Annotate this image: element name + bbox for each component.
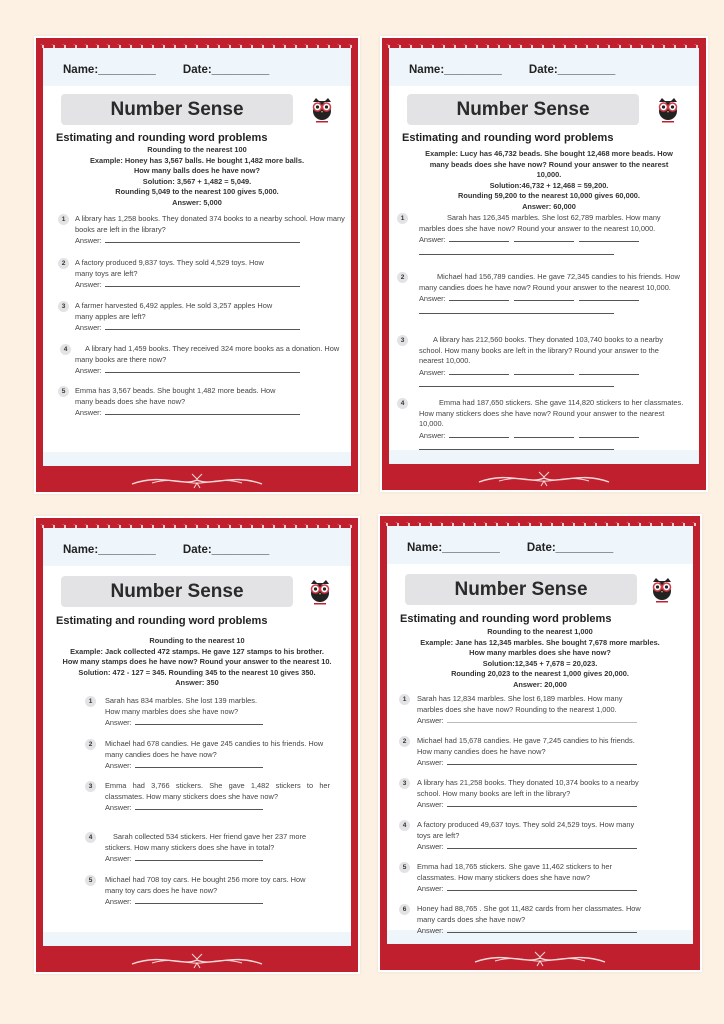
worksheet-body [43,528,351,946]
answer-field[interactable]: Answer: [417,841,649,853]
answer-field[interactable]: Answer: [419,293,685,305]
question-number-badge: 4 [399,820,410,831]
worksheet-rounding-100 [34,36,360,494]
worksheet-body [387,526,693,944]
flourish-ornament [122,471,272,489]
question-5: 5 Emma has 3,567 beads. She bought 1,482 more beads. How many beads does she have now? Answer: [75,386,347,419]
answer-field[interactable]: Answer: [419,367,685,379]
question-number-badge: 5 [399,862,410,873]
question-number-badge: 1 [85,696,96,707]
name-date-row [409,64,615,76]
worksheet-rounding-10 [34,516,360,974]
scalloped-border [36,518,358,528]
question-3: 3 A farmer harvested 6,492 apples. He sold 3,257 apples How many apples are left? Answer: [75,301,347,334]
date-field[interactable]: Date:_________ [182,544,270,556]
question-2: 2 Michael had 15,678 candies. He gave 7,245 candies to his friends. How many candies does he have now? Answer: [417,736,649,769]
owl-with-glasses-icon [655,96,681,124]
answer-field[interactable]: Answer: [75,235,347,247]
answer-field[interactable]: Answer: [417,715,649,727]
question-number-badge: 2 [399,736,410,747]
red-frame [382,38,706,490]
question-number-badge: 4 [85,832,96,843]
name-field[interactable]: Name:_________ [407,542,500,554]
name-date-row [63,64,269,76]
flourish-ornament [469,469,619,487]
question-number-badge: 3 [58,301,69,312]
question-4: 4 Emma had 187,650 stickers. She gave 114,820 stickers to her classmates. How many stickers does she have now? Round your answer to the nearest 10,000. Answer: [419,398,687,450]
answer-field[interactable]: Answer: [417,925,649,937]
question-4: 4 A factory produced 49,637 toys. They sold 24,529 toys. How many toys are left? Answer: [417,820,649,853]
answer-field[interactable]: Answer: [75,279,347,291]
question-4: 4 A library had 1,459 books. They received 324 more books as a donation. How many books are there now? Answer: [75,344,350,377]
answer-field[interactable]: Answer: [419,430,687,442]
scalloped-border [36,38,358,48]
answer-field[interactable]: Answer: [417,883,649,895]
example-block: Rounding to the nearest 10 Example: Jack collected 472 stamps. He gave 127 stamps to his brother. How many stamps does he have now? Round your answer to the nearest 10. Solution: 472 - 127 = 345. Rounding 345 to the nearest 10 gives 350. Answer: 350 [62,636,332,687]
answer-field[interactable]: Answer: [75,322,347,334]
question-number-badge: 2 [397,272,408,283]
subtitle: Estimating and rounding word problems [56,615,268,627]
example-block: Rounding to the nearest 1,000 Example: Jane has 12,345 marbles. She bought 7,678 more marbles. How many marbles does she have now? Solution:12,345 + 7,678 = 20,023. Rounding 20,023 to the nearest 1,000 gives 20,000. Answer: 20,000 [420,627,660,689]
flourish-ornament [465,949,615,967]
answer-field[interactable]: Answer: [105,853,330,865]
subtitle: Estimating and rounding word problems [56,132,268,144]
answer-field[interactable]: Answer: [105,760,330,772]
flourish-ornament [122,951,272,969]
question-number-badge: 1 [58,214,69,225]
owl-with-glasses-icon [649,576,675,604]
name-date-row [63,544,269,556]
worksheet-body [389,48,699,464]
question-number-badge: 3 [397,335,408,346]
question-1: 1 Sarah has 126,345 marbles. She lost 62,789 marbles. How many marbles does she have now? Round your answer to the nearest 10,000. Answer: [419,213,685,255]
name-field[interactable]: Name:_________ [63,544,156,556]
question-number-badge: 5 [58,386,69,397]
owl-with-glasses-icon [309,96,335,124]
subtitle: Estimating and rounding word problems [402,132,614,144]
question-6: 6 Honey had 88,765 . She got 11,482 cards from her classmates. How many cards does she have now? Answer: [417,904,649,937]
name-date-row [407,542,613,554]
answer-field[interactable]: Answer: [105,717,330,729]
page-title: Number Sense [61,94,293,125]
question-1: 1 Sarah has 12,834 marbles. She lost 6,189 marbles. How many marbles does she have now? Rounding to the nearest 1,000. Answer: [417,694,649,727]
date-field[interactable]: Date:_________ [528,64,616,76]
question-number-badge: 5 [85,875,96,886]
owl-with-glasses-icon [307,578,333,606]
question-number-badge: 3 [399,778,410,789]
answer-field[interactable]: Answer: [105,896,330,908]
red-frame [36,518,358,972]
answer-field[interactable]: Answer: [417,799,649,811]
answer-field[interactable]: Answer: [75,365,350,377]
question-number-badge: 1 [399,694,410,705]
question-1: 1 A library has 1,258 books. They donated 374 books to a nearby school. How many books are left in the library? Answer: [75,214,347,247]
question-5: 5 Emma had 18,765 stickers. She gave 11,462 stickers to her classmates. How many stickers does she have now? Answer: [417,862,649,895]
question-number-badge: 1 [397,213,408,224]
name-field[interactable]: Name:_________ [409,64,502,76]
question-number-badge: 4 [60,344,71,355]
subtitle: Estimating and rounding word problems [400,613,612,625]
worksheet-body [43,48,351,466]
date-field[interactable]: Date:_________ [182,64,270,76]
question-3: 3 A library has 212,560 books. They donated 103,740 books to a nearby school. How many books are left in the library? Round your answer to the nearest 10,000. Answer: [419,335,685,387]
worksheet-rounding-1000 [378,514,702,972]
question-3: 3 Emma had 3,766 stickers. She gave 1,482 stickers to her classmates. How many stickers does she have now? Answer: [105,781,330,814]
page-title: Number Sense [407,94,639,125]
question-4: 4 Sarah collected 534 stickers. Her friend gave her 237 more stickers. How many stickers does she have in total? Answer: [105,832,330,865]
worksheet-rounding-10000 [380,36,708,492]
question-2: 2 Michael had 156,789 candies. He gave 72,345 candies to his friends. How many candies does he have now? Round your answer to the nearest 10,000. Answer: [419,272,685,314]
scalloped-border [380,516,700,526]
question-number-badge: 2 [85,739,96,750]
question-number-badge: 6 [399,904,410,915]
red-frame [380,516,700,970]
question-number-badge: 4 [397,398,408,409]
question-1: 1 Sarah has 834 marbles. She lost 139 marbles. How many marbles does she have now? Answer: [105,696,330,729]
page-title: Number Sense [405,574,637,605]
question-2: 2 A factory produced 9,837 toys. They sold 4,529 toys. How many toys are left? Answer: [75,258,347,291]
answer-field[interactable]: Answer: [419,234,685,246]
question-5: 5 Michael had 708 toy cars. He bought 256 more toy cars. How many toy cars does he have now? Answer: [105,875,330,908]
question-3: 3 A library has 21,258 books. They donated 10,374 books to a nearby school. How many books are left in the library? Answer: [417,778,649,811]
example-block: Example: Lucy has 46,732 beads. She bought 12,468 more beads. How many beads does she have now? Round your answer to the nearest 10,000. Solution:46,732 + 12,468 = 59,200. Rounding 59,200 to the nearest 10,000 gives 60,000. Answer: 60,000 [425,149,673,211]
example-block: Rounding to the nearest 100 Example: Honey has 3,567 balls. He bought 1,482 more balls. How many balls does he have now? Solution: 3,567 + 1,482 = 5,049. Rounding 5,049 to the nearest 100 gives 5,000. Answer: 5,000 [90,145,304,207]
answer-field[interactable]: Answer: [417,757,649,769]
page-title: Number Sense [61,576,293,607]
question-number-badge: 2 [58,258,69,269]
question-number-badge: 3 [85,781,96,792]
date-field[interactable]: Date:_________ [526,542,614,554]
name-field[interactable]: Name:_________ [63,64,156,76]
scalloped-border [382,38,706,48]
answer-field[interactable]: Answer: [75,407,347,419]
red-frame [36,38,358,492]
question-2: 2 Michael had 678 candies. He gave 245 candies to his friends. How many candies does he have now? Answer: [105,739,330,772]
answer-field[interactable]: Answer: [105,802,330,814]
